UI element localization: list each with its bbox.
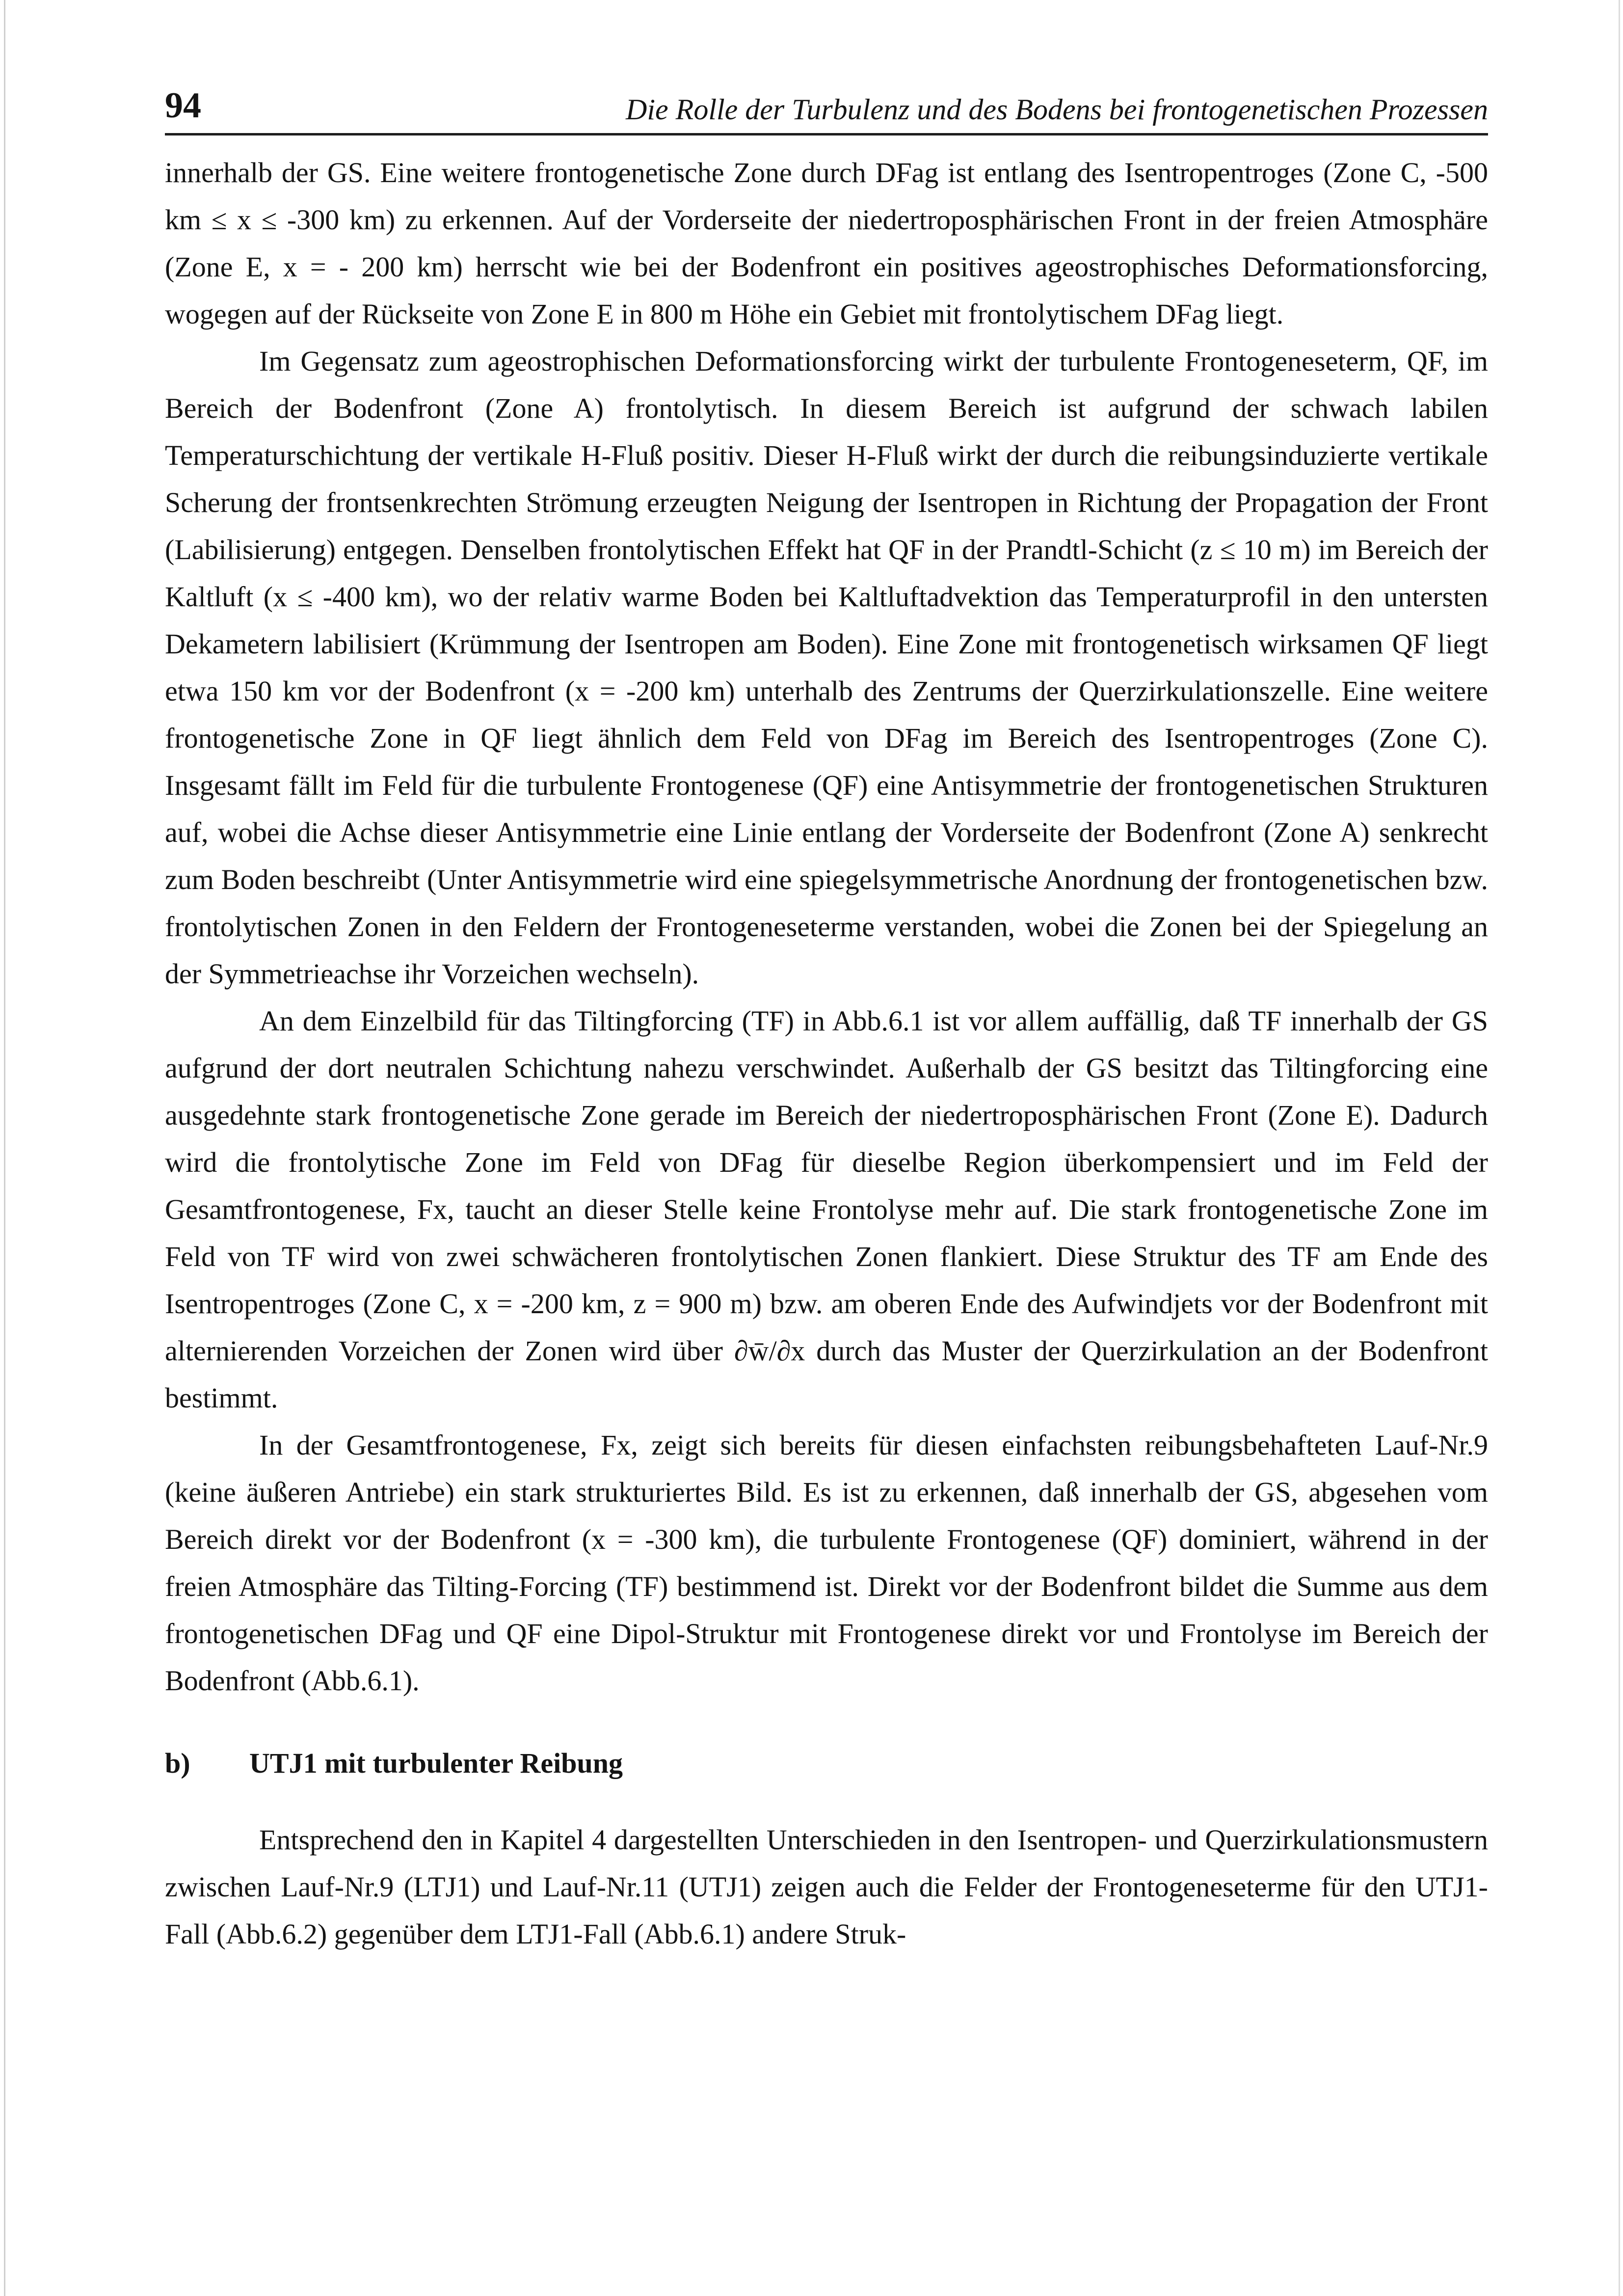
scan-edge-right	[1619, 0, 1620, 2296]
running-title: Die Rolle der Turbulenz und des Bodens bei frontogenetischen Prozessen	[626, 93, 1488, 126]
paragraph-1: innerhalb der GS. Eine weitere frontogenetische Zone durch DFag ist entlang des Isentropentroges (Zone C, -500 km ≤ x ≤ -300 km) zu erkennen. Auf der Vorderseite der niedertroposphärischen Front in der freien Atmosphäre (Zone E, x = - 200 km) herrscht wie bei der Bodenfront ein positives ageostrophisches Deformationsforcing, wogegen auf der Rückseite von Zone E in 800 m Höhe ein Gebiet mit frontolytischem DFag liegt.	[165, 157, 1488, 330]
page-header	[165, 79, 1488, 135]
section-title: UTJ1 mit turbulenter Reibung	[249, 1747, 623, 1779]
paragraph-4: In der Gesamtfrontogenese, Fx, zeigt sich bereits für diesen einfachsten reibungsbehafteten Lauf-Nr.9 (keine äußeren Antriebe) ein stark strukturiertes Bild. Es ist zu erkennen, daß innerhalb der GS, abgesehen vom Bereich direkt vor der Bodenfront (x = -300 km), die turbulente Frontogenese (QF) dominiert, während in der freien Atmosphäre das Tilting-Forcing (TF) bestimmend ist. Direkt vor der Bodenfront bildet die Summe aus dem frontogenetischen DFag und QF eine Dipol-Struktur mit Frontogenese direkt vor und Frontolyse im Bereich der Bodenfront (Abb.6.1).	[165, 1429, 1488, 1697]
body-text	[165, 149, 1488, 1958]
paragraph-3: An dem Einzelbild für das Tiltingforcing (TF) in Abb.6.1 ist vor allem auffällig, daß TF innerhalb der GS aufgrund der dort neutralen Schichtung nahezu verschwindet. Außerhalb der GS besitzt das Tiltingforcing eine ausgedehnte stark frontogenetische Zone gerade im Bereich der niedertroposphärischen Front (Zone E). Dadurch wird die frontolytische Zone im Feld von DFag für dieselbe Region überkompensiert und im Feld der Gesamtfrontogenese, Fx, taucht an dieser Stelle keine Frontolyse mehr auf. Die stark frontogenetische Zone im Feld von TF wird von zwei schwächeren frontolytischen Zonen flankiert. Diese Struktur des TF am Ende des Isentropentroges (Zone C, x = -200 km, z = 900 m) bzw. am oberen Ende des Aufwindjets vor der Bodenfront mit alternierenden Vorzeichen der Zonen wird über ∂w̄/∂x durch das Muster der Querzirkulation an der Bodenfront bestimmt.	[165, 1005, 1488, 1414]
scan-edge-left	[4, 0, 5, 2296]
paragraph-5: Entsprechend den in Kapitel 4 dargestellten Unterschieden in den Isentropen- und Querzirkulationsmustern zwischen Lauf-Nr.9 (LTJ1) und Lauf-Nr.11 (UTJ1) zeigen auch die Felder der Frontogeneseterme für den UTJ1-Fall (Abb.6.2) gegenüber dem LTJ1-Fall (Abb.6.1) andere Struk-	[165, 1824, 1488, 1950]
section-heading	[165, 1740, 1488, 1787]
section-label: b)	[165, 1747, 190, 1779]
paragraph-2: Im Gegensatz zum ageostrophischen Deformationsforcing wirkt der turbulente Frontogeneseterm, QF, im Bereich der Bodenfront (Zone A) frontolytisch. In diesem Bereich ist aufgrund der schwach labilen Temperaturschichtung der vertikale H-Fluß positiv. Dieser H-Fluß wirkt der durch die reibungsinduzierte vertikale Scherung der frontsenkrechten Strömung erzeugten Neigung der Isentropen in Richtung der Propagation der Front (Labilisierung) entgegen. Denselben frontolytischen Effekt hat QF in der Prandtl-Schicht (z ≤ 10 m) im Bereich der Kaltluft (x ≤ -400 km), wo der relativ warme Boden bei Kaltluftadvektion das Temperaturprofil in den untersten Dekametern labilisiert (Krümmung der Isentropen am Boden). Eine Zone mit frontogenetisch wirksamen QF liegt etwa 150 km vor der Bodenfront (x = -200 km) unterhalb des Zentrums der Querzirkulationszelle. Eine weitere frontogenetische Zone in QF liegt ähnlich dem Feld von DFag im Bereich des Isentropentroges (Zone C). Insgesamt fällt im Feld für die turbulente Frontogenese (QF) eine Antisymmetrie der frontogenetischen Strukturen auf, wobei die Achse dieser Antisymmetrie eine Linie entlang der Vorderseite der Bodenfront (Zone A) senkrecht zum Boden beschreibt (Unter Antisymmetrie wird eine spiegelsymmetrische Anordnung der frontogenetischen bzw. frontolytischen Zonen in den Feldern der Frontogeneseterme verstanden, wobei die Zonen bei der Spiegelung an der Symmetrieachse ihr Vorzeichen wechseln).	[165, 345, 1488, 990]
page-number: 94	[165, 85, 201, 126]
header-rule	[165, 133, 1488, 135]
